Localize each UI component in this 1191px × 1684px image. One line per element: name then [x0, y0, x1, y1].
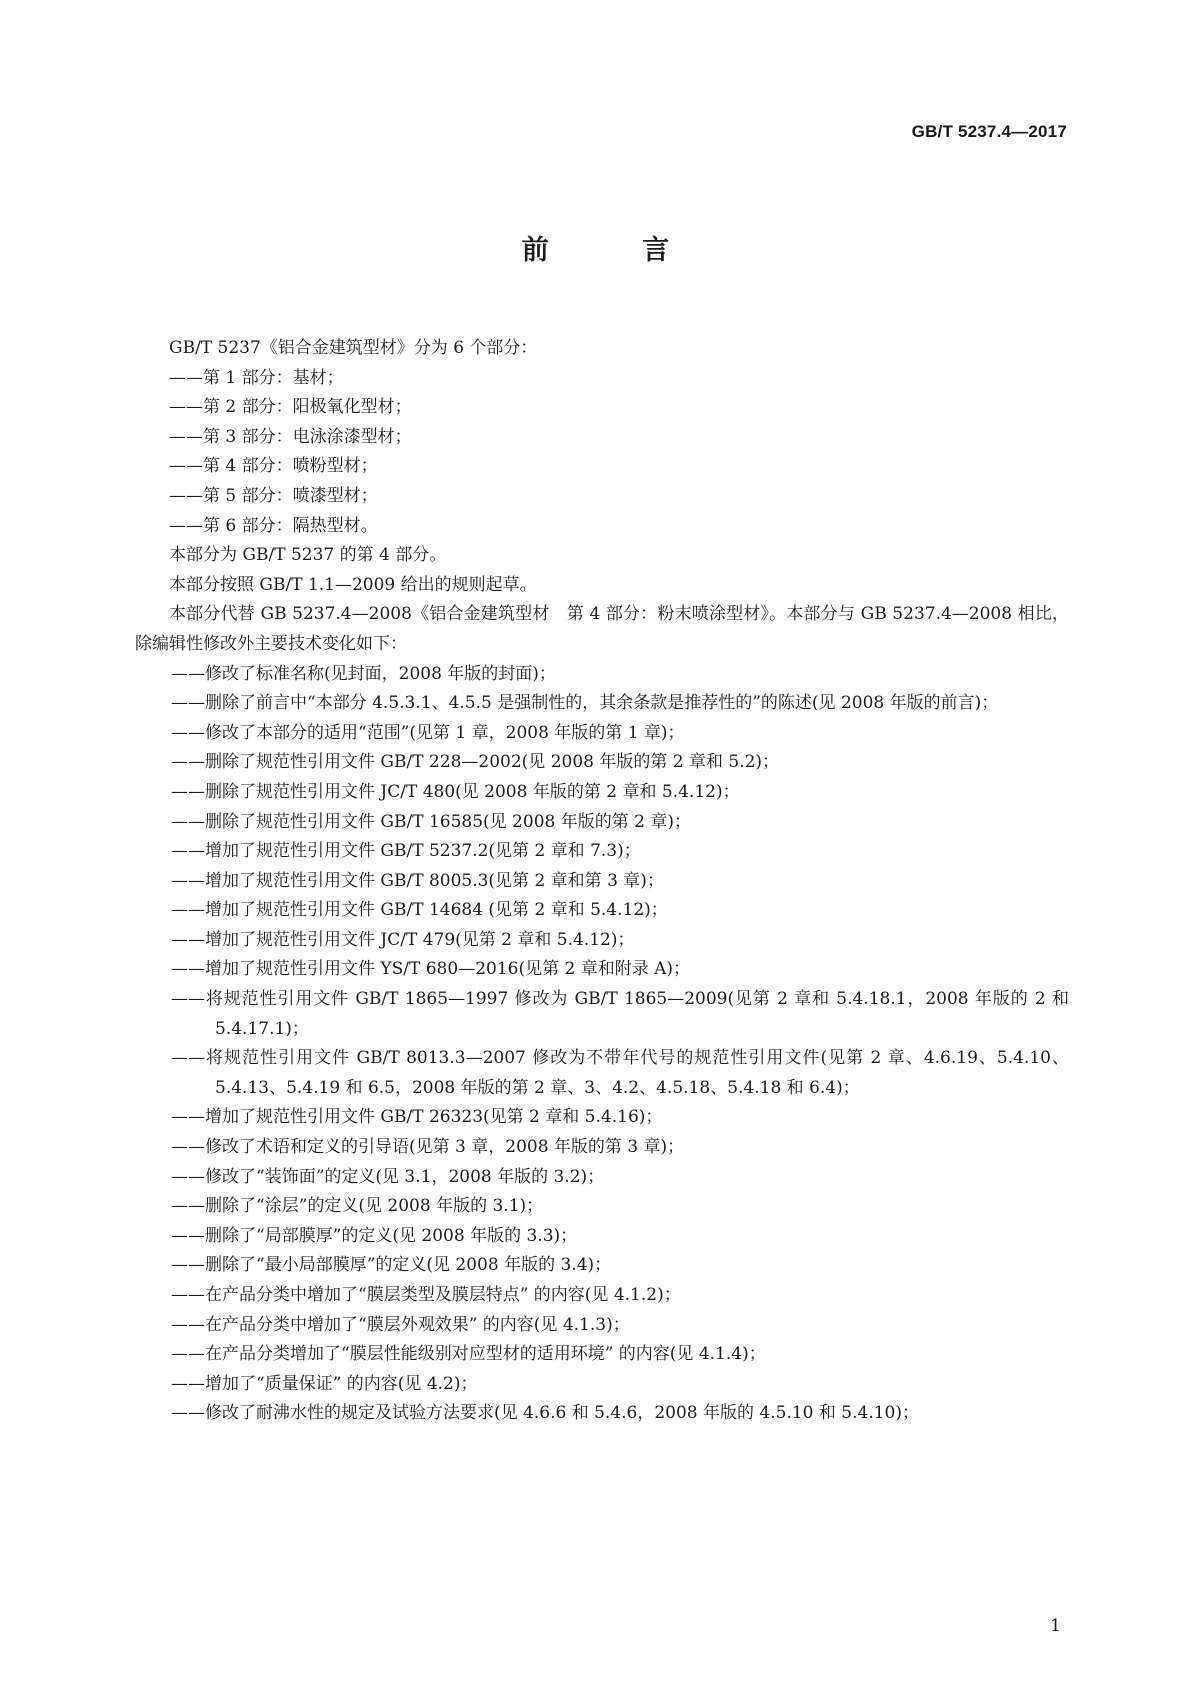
- change-list-item: ——修改了术语和定义的引导语(见第 3 章，2008 年版的第 3 章)；: [171, 1137, 685, 1158]
- change-list-item: ——在产品分类增加了“膜层性能级别对应型材的适用环境” 的内容(见 4.1.4)；: [171, 1344, 766, 1365]
- change-list-item: ——修改了本部分的适用“范围”(见第 1 章，2008 年版的第 1 章)；: [171, 722, 685, 743]
- change-list-item: ——删除了“局部膜厚”的定义(见 2008 年版的 3.3)；: [171, 1225, 578, 1246]
- part-list-item: ——第 2 部分：阳极氧化型材；: [169, 397, 412, 418]
- change-list-item: ——将规范性引用文件 GB/T 8013.3—2007 修改为不带年代号的规范性引用文件(见第 2 章、4.6.19、5.4.10、5.4.13、5.4.19 和 6.5，2008 年版的第 2 章、3、4.2、4.5.18、5.4.18 和 6.4)；: [171, 1048, 1069, 1098]
- change-list-item: ——删除了“涂层”的定义(见 2008 年版的 3.1)；: [171, 1196, 544, 1217]
- change-list-item: ——增加了规范性引用文件 GB/T 14684 (见第 2 章和 5.4.12)；: [171, 900, 668, 921]
- change-list-item: ——增加了规范性引用文件 GB/T 8005.3(见第 2 章和第 3 章)；: [171, 870, 664, 891]
- change-list-item: ——删除了规范性引用文件 JC/T 480(见 2008 年版的第 2 章和 5.4.12)；: [171, 781, 740, 802]
- change-list-item: ——删除了规范性引用文件 GB/T 228—2002(见 2008 年版的第 2 章和 5.2)；: [171, 752, 780, 773]
- body-paragraph: 本部分按照 GB/T 1.1—2009 给出的规则起草。: [169, 574, 537, 595]
- change-list-item: ——增加了规范性引用文件 YS/T 680—2016(见第 2 章和附录 A)；: [171, 959, 691, 980]
- page-number: 1: [1050, 1616, 1061, 1636]
- change-list-item: ——在产品分类中增加了“膜层类型及膜层特点” 的内容(见 4.1.2)；: [171, 1285, 681, 1305]
- change-list-item: ——在产品分类中增加了“膜层外观效果” 的内容(见 4.1.3)；: [171, 1314, 630, 1335]
- change-list-item: ——修改了耐沸水性的规定及试验方法要求(见 4.6.6 和 5.4.6，2008 年版的 4.5.10 和 5.4.10)；: [171, 1403, 920, 1424]
- body-paragraph: 本部分为 GB/T 5237 的第 4 部分。: [169, 545, 447, 566]
- change-list-item: ——增加了“质量保证” 的内容(见 4.2)；: [171, 1373, 478, 1394]
- change-list-item: ——增加了规范性引用文件 JC/T 479(见第 2 章和 5.4.12)；: [171, 929, 635, 950]
- document-body: [135, 334, 1069, 1429]
- intro-paragraph: GB/T 5237《铝合金建筑型材》分为 6 个部分：: [169, 338, 538, 358]
- part-list-item: ——第 5 部分：喷漆型材；: [169, 485, 378, 506]
- change-list-item: ——删除了“最小局部膜厚”的定义(见 2008 年版的 3.4)；: [171, 1255, 612, 1276]
- change-list-item: ——将规范性引用文件 GB/T 1865—1997 修改为 GB/T 1865—2009(见第 2 章和 5.4.18.1，2008 年版的 2 和 5.4.17.1)；: [171, 989, 1069, 1039]
- change-list-item: ——删除了规范性引用文件 GB/T 16585(见 2008 年版的第 2 章)；: [171, 811, 691, 832]
- page-title: 前 言: [521, 235, 712, 266]
- change-list-item: ——修改了“装饰面”的定义(见 3.1，2008 年版的 3.2)；: [171, 1166, 605, 1187]
- part-list-item: ——第 1 部分：基材；: [169, 367, 344, 388]
- part-list-item: ——第 6 部分：隔热型材。: [169, 515, 378, 536]
- part-list-item: ——第 4 部分：喷粉型材；: [169, 456, 378, 477]
- body-paragraph: 本部分代替 GB 5237.4—2008《铝合金建筑型材 第 4 部分：粉末喷涂型材》。本部分与 GB 5237.4—2008 相比，除编辑性修改外主要技术变化如下：: [135, 604, 1069, 654]
- part-list-item: ——第 3 部分：电泳涂漆型材；: [169, 426, 412, 447]
- change-list-item: ——增加了规范性引用文件 GB/T 26323(见第 2 章和 5.4.16)；: [171, 1107, 663, 1128]
- change-list-item: ——增加了规范性引用文件 GB/T 5237.2(见第 2 章和 7.3)；: [171, 841, 641, 862]
- document-code: GB/T 5237.4—2017: [911, 122, 1067, 141]
- change-list-item: ——修改了标准名称(见封面，2008 年版的封面)；: [171, 663, 556, 684]
- change-list-item: ——删除了前言中“本部分 4.5.3.1、4.5.5 是强制性的，其余条款是推荐性的”的陈述(见 2008 年版的前言)；: [171, 693, 999, 714]
